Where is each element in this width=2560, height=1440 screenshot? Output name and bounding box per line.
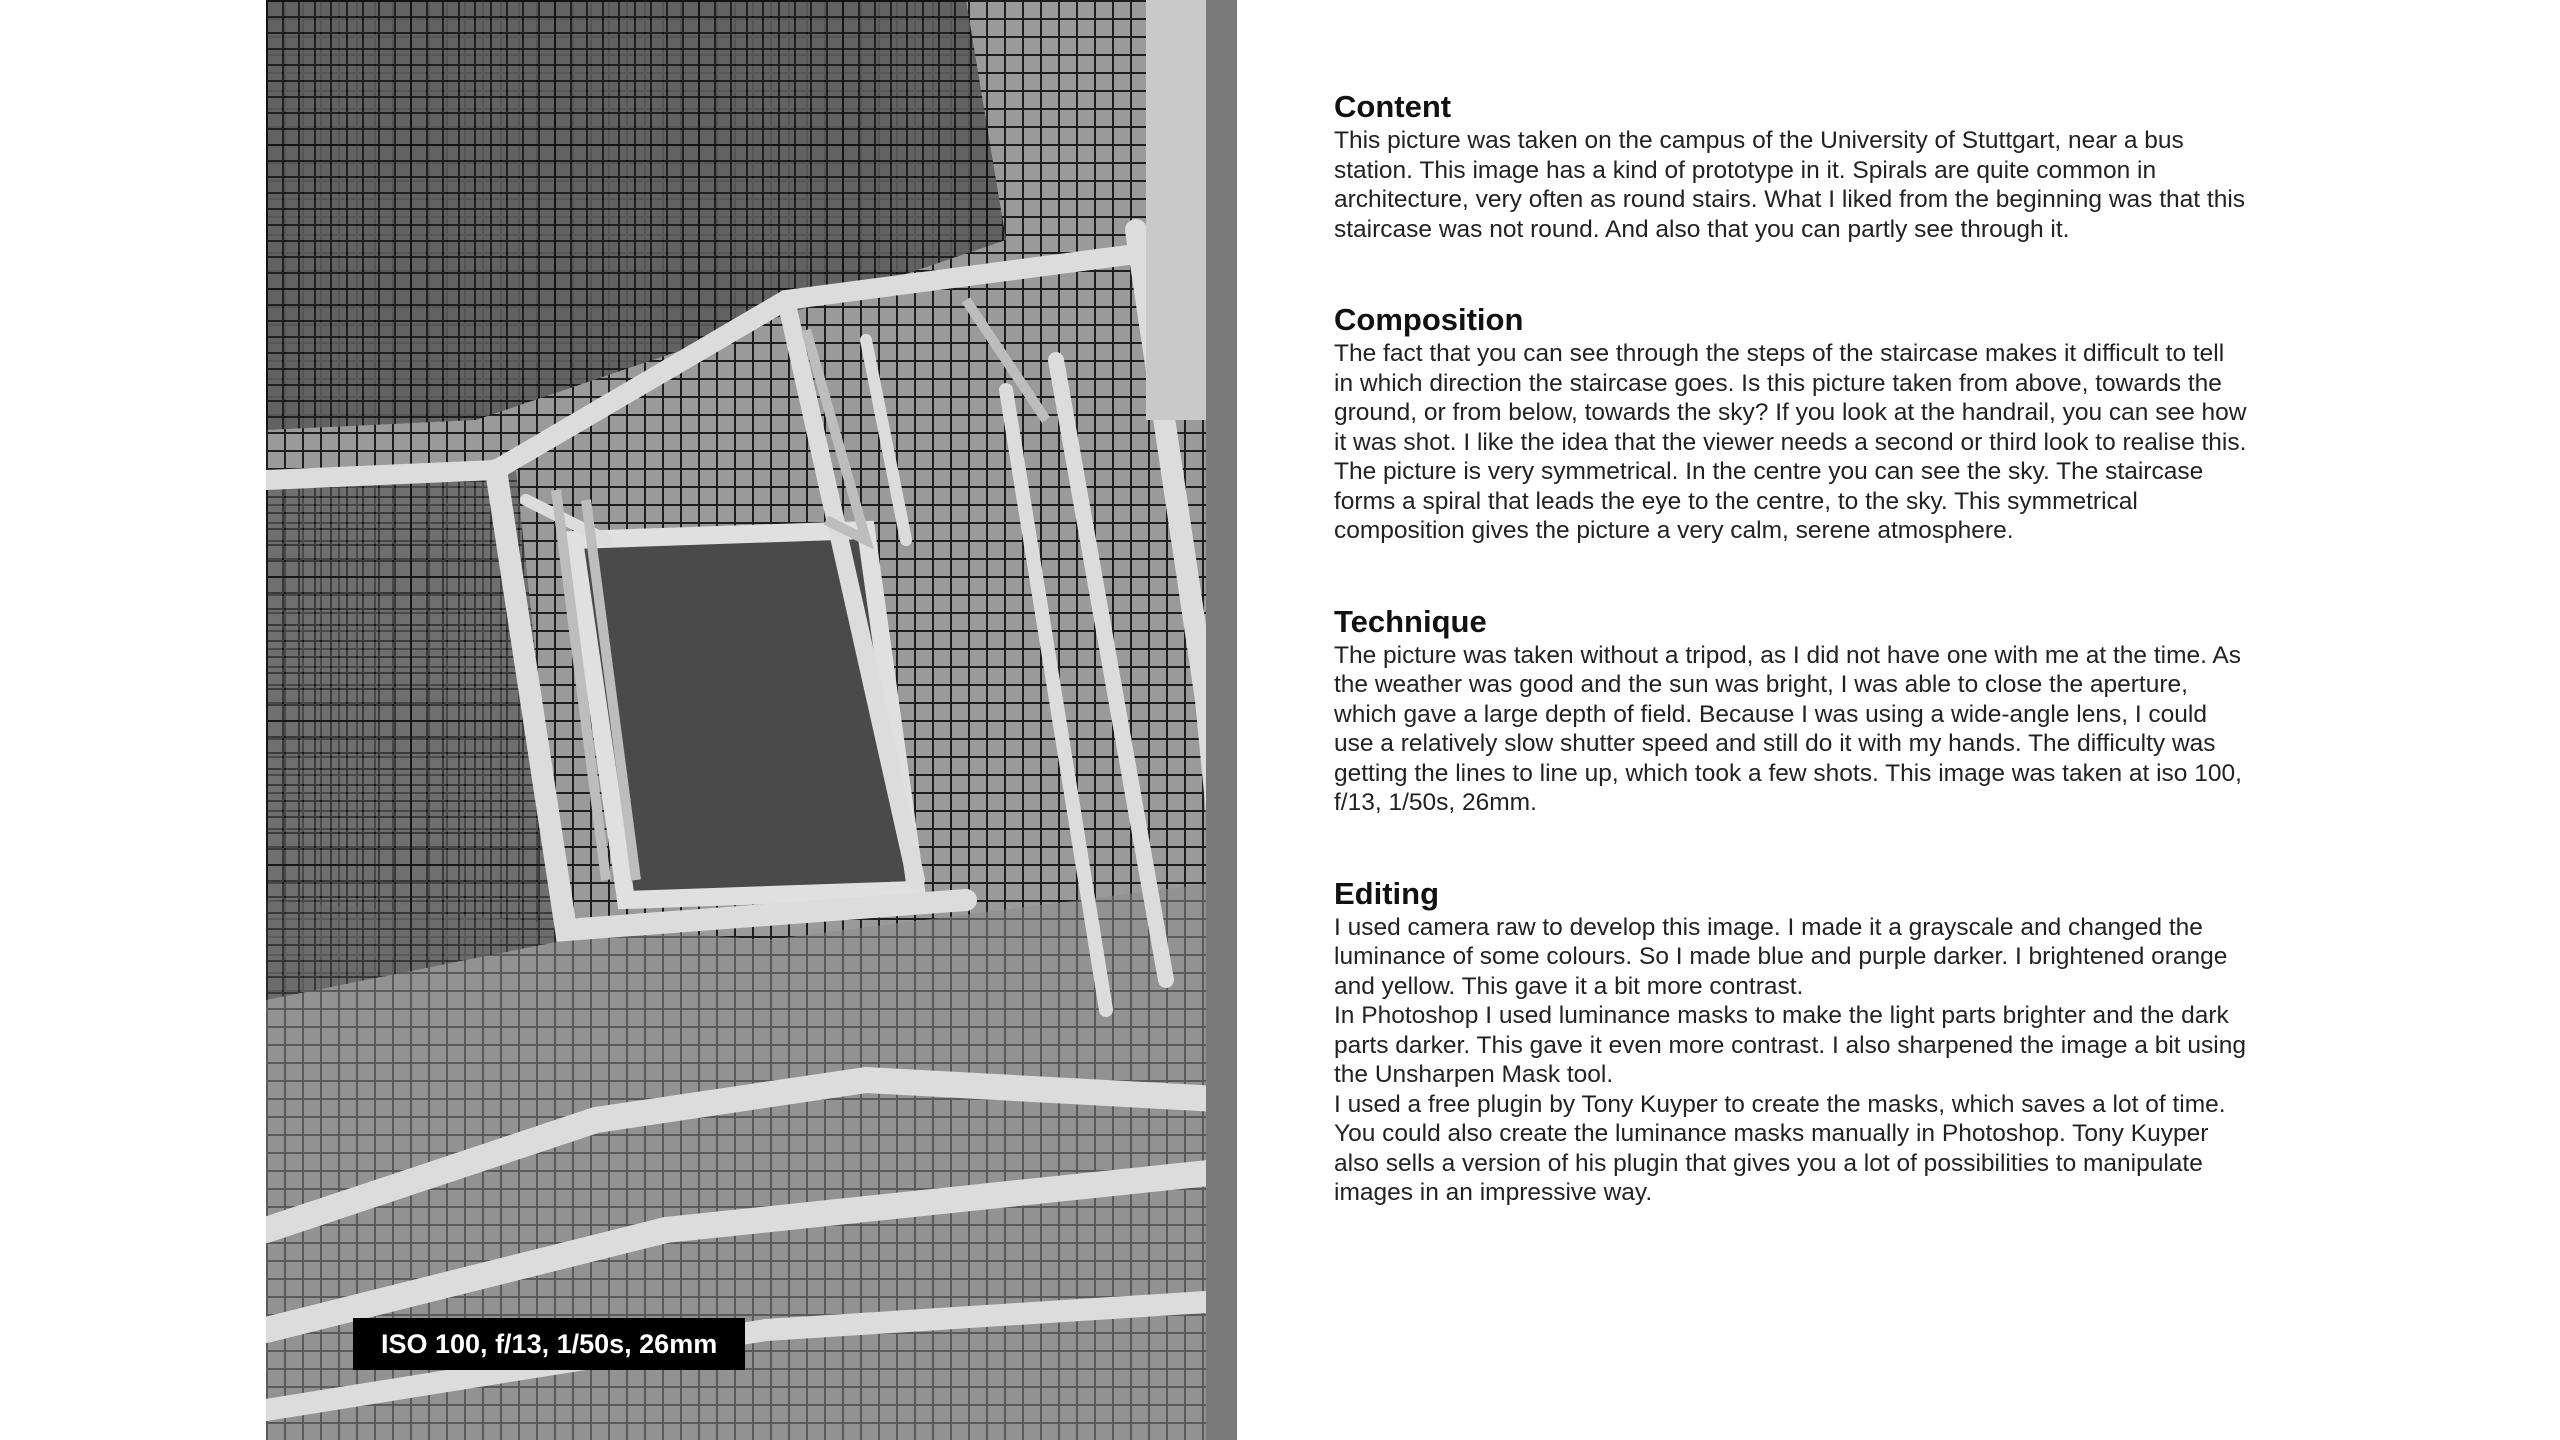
technique-heading: Technique xyxy=(1334,603,1487,639)
exif-caption: ISO 100, f/13, 1/50s, 26mm xyxy=(353,1318,745,1370)
content-section xyxy=(1334,88,2249,244)
technique-section xyxy=(1334,603,2249,818)
editing-paragraph-2: In Photoshop I used luminance masks to make the light parts brighter and the dark parts darker. This gave it even more contrast. I also sharpened the image a bit using the Unsharpen Mask tool. xyxy=(1334,1002,2246,1088)
editing-paragraph-3: I used a free plugin by Tony Kuyper to create the masks, which saves a lot of time. You could also create the luminance masks manually in Photoshop. Tony Kuyper also sells a version of his plugin that gives you a lot of possibilities to manipulate images in an impressive way. xyxy=(1334,1090,2226,1206)
composition-section xyxy=(1334,301,2249,546)
composition-paragraph-2: The picture is very symmetrical. In the centre you can see the sky. The staircase forms a spiral that leads the eye to the centre, to the sky. This symmetrical composition gives the picture a very calm, serene atmosphere. xyxy=(1334,458,2204,544)
content-heading: Content xyxy=(1334,89,1452,124)
content-paragraph: This picture was taken on the campus of the University of Stuttgart, near a bus station. This image has a kind of prototype in it. Spirals are quite common in architecture, very often as round stairs. What I liked from the beginning was that this staircase was not round. And also that you can partly see through it. xyxy=(1334,127,2246,243)
staircase-photo xyxy=(266,0,1237,1440)
editing-section xyxy=(1334,875,2249,1208)
editing-paragraph-1: I used camera raw to develop this image. I made it a grayscale and changed the luminance of some colours. So I made blue and purple darker. I brightened orange and yellow. This gave it a bit more contrast. xyxy=(1334,913,2228,1000)
article-text xyxy=(1334,88,2249,1265)
staircase-illustration xyxy=(266,0,1237,1440)
editing-heading: Editing xyxy=(1334,875,1440,911)
composition-heading: Composition xyxy=(1334,302,1524,337)
composition-paragraph-1: The fact that you can see through the steps of the staircase makes it difficult to tell in which direction the staircase goes. Is this picture taken from above, towards the ground, or from below, towards the sky? If you look at the handrail, you can see how it was shot. I like the idea that the viewer needs a second or third look to realise this. xyxy=(1334,340,2247,456)
technique-paragraph: The picture was taken without a tripod, as I did not have one with me at the time. As the weather was good and the sun was bright, I was able to close the aperture, which gave a large depth of field. Because I was using a wide-angle lens, I could use a relatively slow shutter speed and still do it with my hands. The difficulty was getting the lines to line up, which took a few shots. This image was taken at iso 100, f/13, 1/50s, 26mm. xyxy=(1334,641,2242,816)
